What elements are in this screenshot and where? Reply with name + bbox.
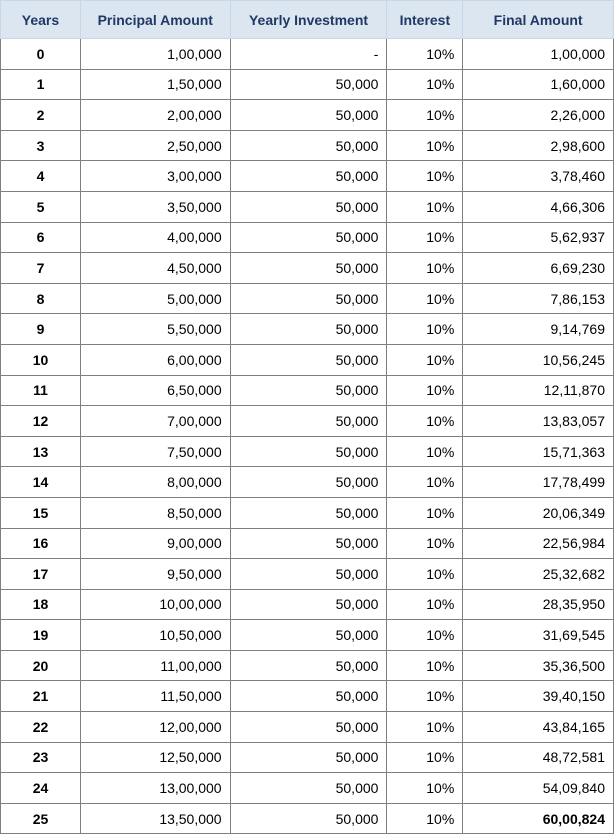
cell-yearly-investment: 50,000 (230, 803, 387, 834)
cell-principal-amount: 11,00,000 (80, 650, 230, 681)
cell-principal-amount: 6,00,000 (80, 344, 230, 375)
cell-yearly-investment: 50,000 (230, 161, 387, 192)
cell-interest: 10% (387, 222, 463, 253)
table-row (1, 69, 614, 100)
cell-interest: 10% (387, 130, 463, 161)
cell-final-amount: 22,56,984 (463, 528, 614, 559)
table-row (1, 130, 614, 161)
cell-yearly-investment: 50,000 (230, 191, 387, 222)
cell-final-amount: 43,84,165 (463, 712, 614, 743)
cell-final-amount: 2,98,600 (463, 130, 614, 161)
cell-interest: 10% (387, 620, 463, 651)
cell-interest: 10% (387, 314, 463, 345)
cell-interest: 10% (387, 344, 463, 375)
table-row (1, 650, 614, 681)
cell-interest: 10% (387, 773, 463, 804)
cell-yearly-investment: 50,000 (230, 222, 387, 253)
table-header (1, 1, 614, 39)
table-row (1, 467, 614, 498)
cell-year: 9 (1, 314, 81, 345)
cell-year: 3 (1, 130, 81, 161)
cell-principal-amount: 5,50,000 (80, 314, 230, 345)
cell-principal-amount: 4,50,000 (80, 253, 230, 284)
cell-yearly-investment: 50,000 (230, 742, 387, 773)
cell-final-amount: 1,60,000 (463, 69, 614, 100)
cell-interest: 10% (387, 803, 463, 834)
cell-year: 0 (1, 39, 81, 70)
header-row (1, 1, 614, 39)
cell-yearly-investment: 50,000 (230, 559, 387, 590)
cell-interest: 10% (387, 681, 463, 712)
table-row (1, 344, 614, 375)
cell-principal-amount: 12,50,000 (80, 742, 230, 773)
cell-principal-amount: 10,00,000 (80, 589, 230, 620)
cell-principal-amount: 7,50,000 (80, 436, 230, 467)
cell-final-amount: 54,09,840 (463, 773, 614, 804)
cell-principal-amount: 1,00,000 (80, 39, 230, 70)
cell-principal-amount: 10,50,000 (80, 620, 230, 651)
cell-interest: 10% (387, 589, 463, 620)
cell-interest: 10% (387, 375, 463, 406)
cell-year: 25 (1, 803, 81, 834)
cell-final-amount: 48,72,581 (463, 742, 614, 773)
table-row (1, 283, 614, 314)
cell-yearly-investment: 50,000 (230, 589, 387, 620)
table-row (1, 375, 614, 406)
cell-year: 11 (1, 375, 81, 406)
cell-year: 19 (1, 620, 81, 651)
cell-yearly-investment: 50,000 (230, 681, 387, 712)
cell-year: 6 (1, 222, 81, 253)
table-row (1, 681, 614, 712)
header-principal-amount: Principal Amount (80, 1, 230, 39)
cell-final-amount: 17,78,499 (463, 467, 614, 498)
cell-year: 18 (1, 589, 81, 620)
cell-final-amount: 1,00,000 (463, 39, 614, 70)
cell-final-amount: 2,26,000 (463, 100, 614, 131)
cell-final-amount: 6,69,230 (463, 253, 614, 284)
cell-principal-amount: 2,50,000 (80, 130, 230, 161)
cell-yearly-investment: - (230, 39, 387, 70)
cell-year: 4 (1, 161, 81, 192)
cell-final-amount: 5,62,937 (463, 222, 614, 253)
cell-interest: 10% (387, 528, 463, 559)
cell-yearly-investment: 50,000 (230, 100, 387, 131)
table-row (1, 773, 614, 804)
cell-final-amount: 12,11,870 (463, 375, 614, 406)
cell-final-amount: 20,06,349 (463, 497, 614, 528)
cell-interest: 10% (387, 191, 463, 222)
cell-final-amount: 25,32,682 (463, 559, 614, 590)
cell-yearly-investment: 50,000 (230, 375, 387, 406)
cell-year: 10 (1, 344, 81, 375)
cell-final-amount: 60,00,824 (463, 803, 614, 834)
table-row (1, 191, 614, 222)
cell-year: 22 (1, 712, 81, 743)
cell-principal-amount: 12,00,000 (80, 712, 230, 743)
cell-interest: 10% (387, 436, 463, 467)
cell-year: 2 (1, 100, 81, 131)
cell-interest: 10% (387, 283, 463, 314)
table-row (1, 100, 614, 131)
cell-interest: 10% (387, 497, 463, 528)
cell-principal-amount: 1,50,000 (80, 69, 230, 100)
cell-yearly-investment: 50,000 (230, 497, 387, 528)
cell-year: 5 (1, 191, 81, 222)
table-row (1, 406, 614, 437)
cell-year: 14 (1, 467, 81, 498)
table-row (1, 161, 614, 192)
cell-final-amount: 7,86,153 (463, 283, 614, 314)
table-row (1, 803, 614, 834)
cell-year: 13 (1, 436, 81, 467)
cell-yearly-investment: 50,000 (230, 467, 387, 498)
cell-year: 15 (1, 497, 81, 528)
cell-yearly-investment: 50,000 (230, 344, 387, 375)
table-row (1, 712, 614, 743)
cell-interest: 10% (387, 69, 463, 100)
cell-yearly-investment: 50,000 (230, 406, 387, 437)
cell-yearly-investment: 50,000 (230, 314, 387, 345)
table-row (1, 39, 614, 70)
table-row (1, 742, 614, 773)
cell-principal-amount: 9,00,000 (80, 528, 230, 559)
cell-year: 8 (1, 283, 81, 314)
cell-interest: 10% (387, 100, 463, 131)
table-row (1, 497, 614, 528)
cell-final-amount: 28,35,950 (463, 589, 614, 620)
table-row (1, 559, 614, 590)
cell-principal-amount: 3,00,000 (80, 161, 230, 192)
cell-yearly-investment: 50,000 (230, 528, 387, 559)
cell-final-amount: 10,56,245 (463, 344, 614, 375)
table-row (1, 222, 614, 253)
cell-principal-amount: 7,00,000 (80, 406, 230, 437)
cell-year: 20 (1, 650, 81, 681)
cell-final-amount: 31,69,545 (463, 620, 614, 651)
cell-final-amount: 15,71,363 (463, 436, 614, 467)
table-row (1, 436, 614, 467)
table-body (1, 39, 614, 834)
cell-interest: 10% (387, 406, 463, 437)
cell-interest: 10% (387, 742, 463, 773)
cell-final-amount: 3,78,460 (463, 161, 614, 192)
cell-interest: 10% (387, 650, 463, 681)
cell-interest: 10% (387, 253, 463, 284)
table-row (1, 314, 614, 345)
cell-principal-amount: 4,00,000 (80, 222, 230, 253)
cell-principal-amount: 9,50,000 (80, 559, 230, 590)
cell-principal-amount: 5,00,000 (80, 283, 230, 314)
cell-yearly-investment: 50,000 (230, 283, 387, 314)
cell-year: 17 (1, 559, 81, 590)
cell-final-amount: 4,66,306 (463, 191, 614, 222)
cell-yearly-investment: 50,000 (230, 69, 387, 100)
cell-principal-amount: 13,50,000 (80, 803, 230, 834)
cell-year: 24 (1, 773, 81, 804)
cell-yearly-investment: 50,000 (230, 130, 387, 161)
cell-interest: 10% (387, 39, 463, 70)
cell-principal-amount: 11,50,000 (80, 681, 230, 712)
cell-interest: 10% (387, 467, 463, 498)
cell-year: 16 (1, 528, 81, 559)
cell-yearly-investment: 50,000 (230, 436, 387, 467)
header-final-amount: Final Amount (463, 1, 614, 39)
table-row (1, 589, 614, 620)
cell-principal-amount: 3,50,000 (80, 191, 230, 222)
table-row (1, 620, 614, 651)
cell-principal-amount: 8,00,000 (80, 467, 230, 498)
cell-final-amount: 9,14,769 (463, 314, 614, 345)
cell-yearly-investment: 50,000 (230, 650, 387, 681)
cell-principal-amount: 8,50,000 (80, 497, 230, 528)
cell-final-amount: 39,40,150 (463, 681, 614, 712)
cell-interest: 10% (387, 161, 463, 192)
cell-year: 21 (1, 681, 81, 712)
cell-interest: 10% (387, 712, 463, 743)
cell-yearly-investment: 50,000 (230, 773, 387, 804)
header-interest: Interest (387, 1, 463, 39)
cell-yearly-investment: 50,000 (230, 253, 387, 284)
cell-year: 23 (1, 742, 81, 773)
cell-yearly-investment: 50,000 (230, 620, 387, 651)
table-row (1, 528, 614, 559)
cell-principal-amount: 13,00,000 (80, 773, 230, 804)
cell-principal-amount: 6,50,000 (80, 375, 230, 406)
cell-year: 1 (1, 69, 81, 100)
header-years: Years (1, 1, 81, 39)
cell-final-amount: 35,36,500 (463, 650, 614, 681)
cell-year: 12 (1, 406, 81, 437)
cell-yearly-investment: 50,000 (230, 712, 387, 743)
cell-year: 7 (1, 253, 81, 284)
cell-final-amount: 13,83,057 (463, 406, 614, 437)
header-yearly-investment: Yearly Investment (230, 1, 387, 39)
table-row (1, 253, 614, 284)
cell-interest: 10% (387, 559, 463, 590)
cell-principal-amount: 2,00,000 (80, 100, 230, 131)
